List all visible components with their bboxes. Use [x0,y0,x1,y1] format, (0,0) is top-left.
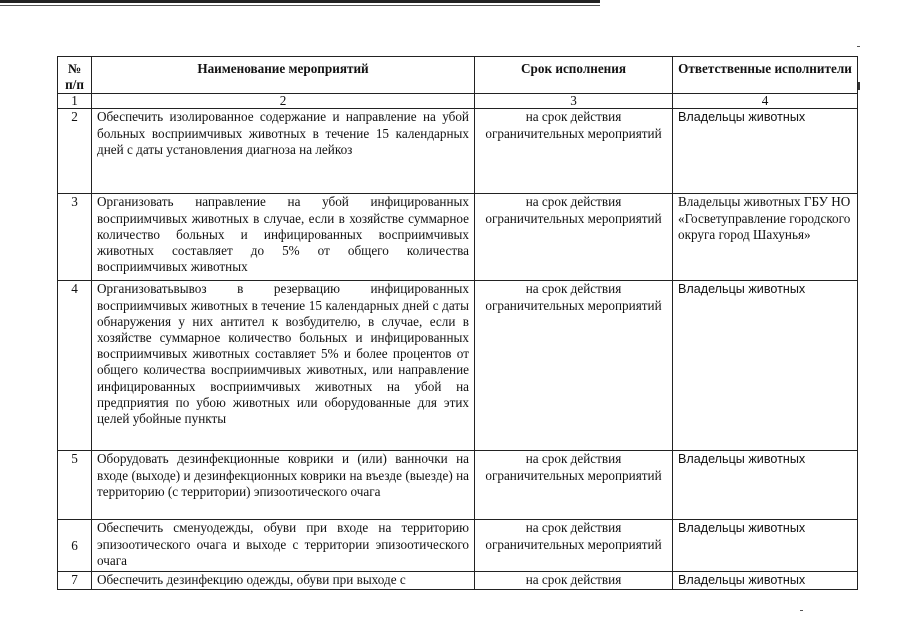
table-row [58,109,858,194]
header-name: Наименование мероприятий [92,57,475,94]
row-number: 5 [58,451,92,520]
measure-name: Обеспечить сменуодежды, обуви при входе на территорию эпизоотического очага и выходе с территории эпизоотического очага [92,520,475,572]
table-row [58,194,858,281]
row-number: 2 [58,109,92,194]
scan-mark [858,82,860,90]
header-term: Срок исполнения [475,57,673,94]
measure-responsible: Владельцы животных [673,451,858,520]
column-index-row [58,94,858,109]
table-header-row [58,57,858,94]
scan-speck [800,610,803,611]
index-cell: 2 [92,94,475,109]
measure-term: на срок действия ограничительных мероприятий [475,281,673,451]
row-number: 6 [58,520,92,572]
index-cell: 4 [673,94,858,109]
measure-responsible: Владельцы животных [673,572,858,589]
top-rule-thin [0,5,600,6]
measure-name: Оборудовать дезинфекционные коврики и (или) ванночки на входе (выходе) и дезинфекционных коврики на въезде (выезде) на территорию (с территории) эпизоотического очага [92,451,475,520]
table-row [58,451,858,520]
table-row [58,520,858,572]
measure-responsible: Владельцы животных [673,520,858,572]
measure-term: на срок действия ограничительных мероприятий [475,109,673,194]
measure-responsible: Владельцы животных [673,109,858,194]
index-cell: 1 [58,94,92,109]
top-rule [0,0,600,3]
measure-term: на срок действия ограничительных мероприятий [475,451,673,520]
measure-name: Обеспечить дезинфекцию одежды, обуви при выходе с [92,572,475,589]
measure-term: на срок действия ограничительных мероприятий [475,194,673,281]
index-cell: 3 [475,94,673,109]
table-row [58,572,858,589]
measure-term: на срок действия ограничительных мероприятий [475,520,673,572]
measures-table [57,56,858,590]
row-number: 7 [58,572,92,589]
measure-responsible: Владельцы животных ГБУ НО «Госветуправление городского округа город Шахунья» [673,194,858,281]
header-num: № п/п [58,57,92,94]
measure-name: Организоватьвывоз в резервацию инфицированных восприимчивых животных в течение 15 календарных дней с даты обнаружения у них антител к возбудителю, в случае, если в хозяйстве суммарное количество больных и инфицированных восприимчивых животных составляет 5% и более процентов от общего количества восприимчивых животных, или направление инфицированных восприимчивых животных на убой на предприятия по убою животных или оборудованные для этих целей убойные пункты [92,281,475,451]
table-row [58,281,858,451]
header-resp: Ответственные исполнители [673,57,858,94]
row-number: 3 [58,194,92,281]
measure-name: Организовать направление на убой инфицированных восприимчивых животных в случае, если в хозяйстве суммарное количество больных и инфицированных восприимчивых животных составляет до 5% от общего количества восприимчивых животных [92,194,475,281]
measure-name: Обеспечить изолированное содержание и направление на убой больных восприимчивых животных в течение 15 календарных дней с даты установления диагноза на лейкоз [92,109,475,194]
measure-responsible: Владельцы животных [673,281,858,451]
scan-speck [857,46,860,47]
measure-term: на срок действия [475,572,673,589]
row-number: 4 [58,281,92,451]
